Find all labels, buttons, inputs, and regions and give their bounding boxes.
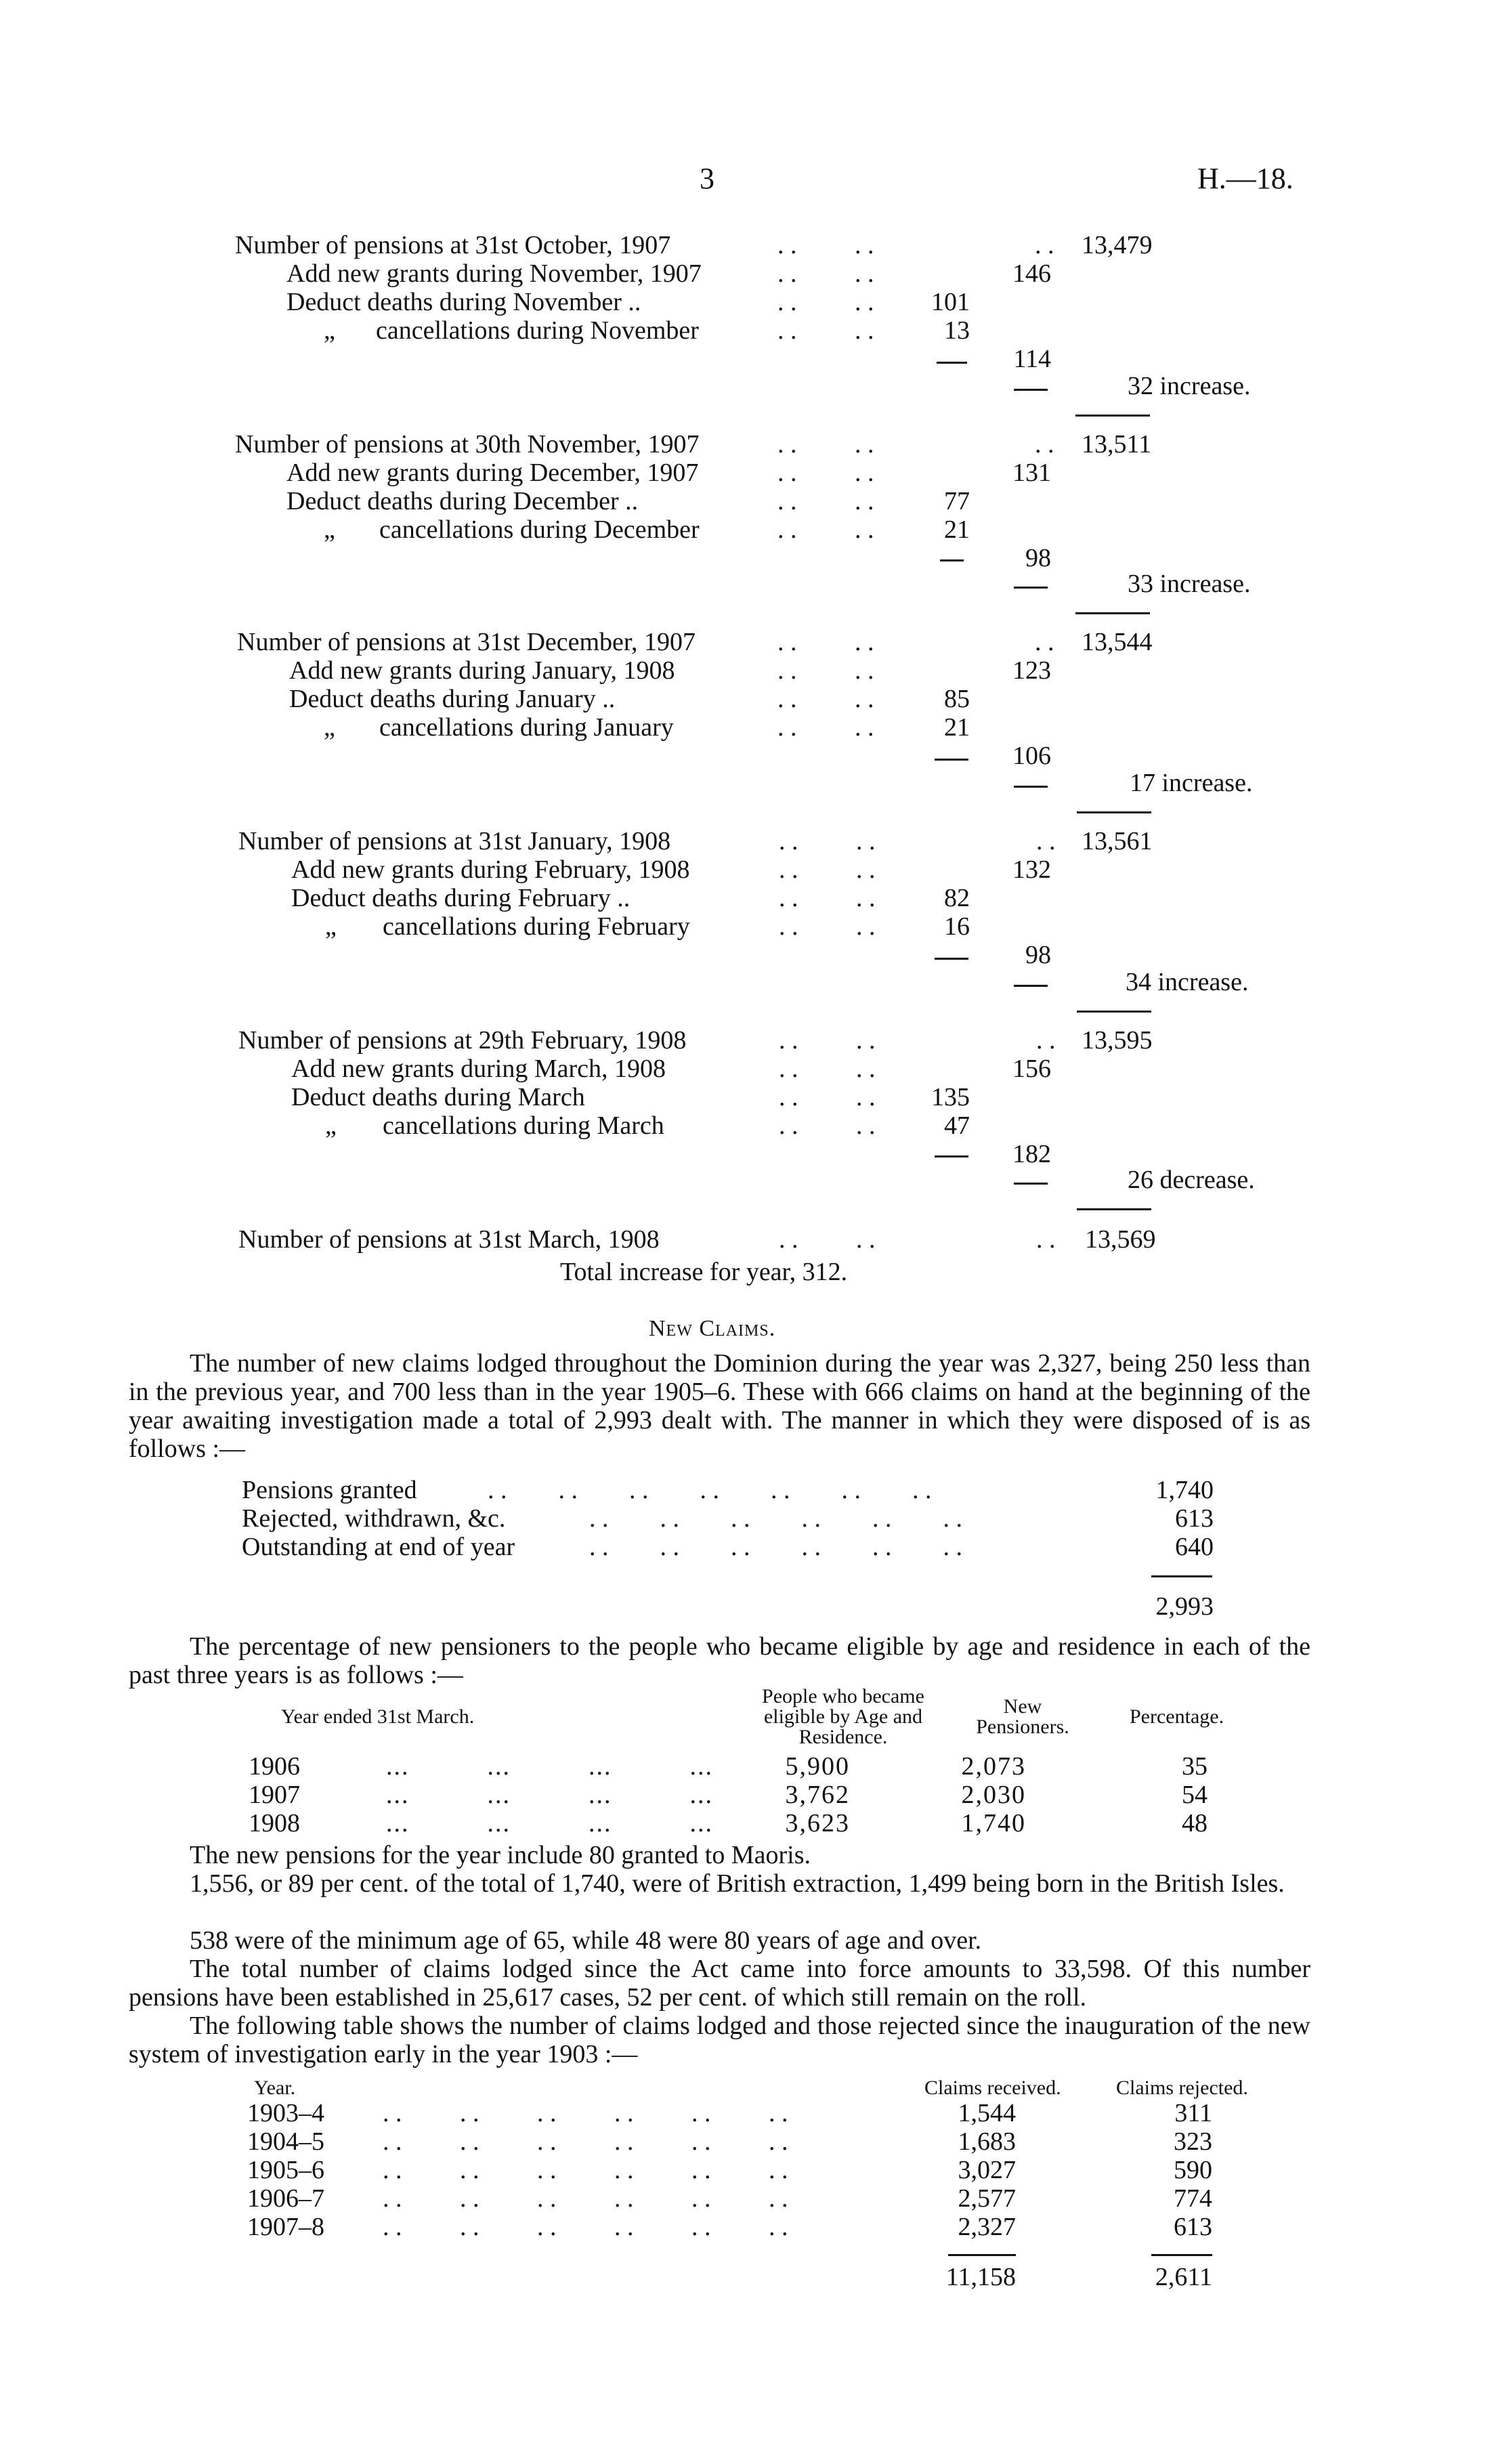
disposal-label: Rejected, withdrawn, &c. xyxy=(242,1504,506,1533)
pensions-count-label: Number of pensions at 31st December, 1907 xyxy=(237,628,696,656)
deaths-label: Deduct deaths during December .. xyxy=(286,487,639,515)
pensions-count-value: 13,595 xyxy=(1082,1026,1153,1055)
ditto-mark: „ xyxy=(324,713,335,742)
cancellations-value: 13 xyxy=(944,316,970,345)
british-note: 1,556, or 89 per cent. of the total of 1,740, were of British extraction, 1,499 being born in the British Isles. xyxy=(190,1869,1285,1898)
cancellations-label: cancellations during November xyxy=(376,316,699,345)
leader-dots: . . . . . . xyxy=(779,827,1056,855)
column-header: Claims rejected. xyxy=(1116,2077,1248,2099)
received-cell: 3,027 xyxy=(958,2156,1016,2184)
maoris-note: The new pensions for the year include 80 granted to Maoris. xyxy=(190,1841,811,1869)
disposal-label: Pensions granted xyxy=(242,1476,417,1504)
leader-dots: . . . . . . . . . . . . xyxy=(383,2184,788,2213)
rule xyxy=(1014,587,1048,589)
year-total-increase: Total increase for year, 312. xyxy=(560,1258,848,1286)
leader-dots: . . . . . . xyxy=(777,628,1054,656)
deaths-value: 82 xyxy=(944,884,970,912)
cancellations-label: cancellations during March xyxy=(383,1111,664,1140)
percentage-cell: 54 xyxy=(1182,1781,1208,1809)
rule xyxy=(1151,1575,1212,1577)
cancellations-value: 21 xyxy=(944,713,970,742)
leader-dots: . . . . xyxy=(777,316,874,345)
claims-table-intro: The following table shows the number of claims lodged and those rejected since the inauguration of the new system of investigation early in the year 1903 :— xyxy=(129,2012,1310,2068)
received-cell: 2,327 xyxy=(958,2213,1016,2241)
deaths-value: 77 xyxy=(944,487,970,515)
leader-dots: ... ... ... ... xyxy=(386,1752,713,1781)
year-cell: 1906 xyxy=(249,1752,300,1781)
disposal-value: 613 xyxy=(1175,1504,1214,1533)
leader-dots: . . . . xyxy=(779,1111,876,1140)
rule xyxy=(1077,1011,1151,1013)
pensions-count-value: 13,561 xyxy=(1082,827,1153,855)
leader-dots: . . . . . . xyxy=(779,1225,1056,1254)
new-pensioners-cell: 1,740 xyxy=(961,1809,1026,1838)
deductions-total: 182 xyxy=(1012,1140,1051,1168)
percentage-paragraph: The percentage of new pensioners to the people who became eligible by age and residence in each of the past three years is as follows :— xyxy=(129,1632,1310,1689)
received-cell: 2,577 xyxy=(958,2184,1016,2213)
deaths-label: Deduct deaths during March xyxy=(291,1083,585,1111)
rejected-cell: 613 xyxy=(1174,2213,1212,2241)
page-number: 3 xyxy=(700,162,714,195)
cancellations-value: 16 xyxy=(944,912,970,941)
rule xyxy=(935,958,968,960)
column-header: Percentage. xyxy=(1130,1705,1224,1728)
disposal-value: 1,740 xyxy=(1155,1476,1214,1504)
rule xyxy=(1075,415,1150,417)
pensions-count-value: 13,479 xyxy=(1082,231,1153,259)
rule xyxy=(937,362,967,364)
final-pensions-value: 13,569 xyxy=(1085,1225,1156,1254)
disposal-total: 2,993 xyxy=(1155,1592,1214,1621)
leader-dots: . . . . xyxy=(777,685,874,713)
rejected-total: 2,611 xyxy=(1155,2263,1212,2291)
leader-dots: . . . . xyxy=(779,855,876,884)
rejected-cell: 590 xyxy=(1174,2156,1212,2184)
net-change: 34 increase. xyxy=(1126,968,1249,996)
leader-dots: . . . . xyxy=(777,713,874,742)
grants-value: 131 xyxy=(1012,459,1051,487)
leader-dots: . . . . xyxy=(777,515,874,544)
column-header: People who became eligible by Age and Residence. xyxy=(762,1685,924,1748)
deductions-total: 98 xyxy=(1025,941,1051,969)
column-header: Claims received. xyxy=(924,2077,1061,2099)
leader-dots: . . . . . . . . . . . . xyxy=(383,2099,788,2127)
year-cell: 1905–6 xyxy=(247,2156,324,2184)
leader-dots: . . . . xyxy=(777,459,874,487)
leader-dots: . . . . xyxy=(779,1083,876,1111)
leader-dots: . . . . . . . . . . . . xyxy=(383,2127,788,2156)
rule xyxy=(1151,2254,1212,2256)
pensions-count-label: Number of pensions at 31st January, 1908 xyxy=(238,827,671,855)
rejected-cell: 311 xyxy=(1174,2099,1212,2127)
rule xyxy=(948,2254,1016,2256)
deductions-total: 114 xyxy=(1013,345,1051,373)
net-change: 33 increase. xyxy=(1128,570,1251,598)
rule xyxy=(1077,1208,1151,1210)
grants-value: 132 xyxy=(1012,855,1051,884)
ditto-mark: „ xyxy=(325,912,337,941)
eligible-cell: 3,623 xyxy=(785,1809,850,1838)
percentage-cell: 35 xyxy=(1182,1752,1208,1781)
deductions-total: 106 xyxy=(1012,742,1051,770)
grants-label: Add new grants during February, 1908 xyxy=(291,855,690,884)
deductions-total: 98 xyxy=(1025,544,1051,572)
column-header: Year ended 31st March. xyxy=(281,1705,475,1728)
rejected-cell: 323 xyxy=(1174,2127,1212,2156)
grants-value: 123 xyxy=(1012,656,1051,685)
ages-note: 538 were of the minimum age of 65, while 48 were 80 years of age and over. xyxy=(190,1926,982,1955)
leader-dots: . . . . . . xyxy=(779,1026,1056,1055)
total-claims-note: The total number of claims lodged since the Act came into force amounts to 33,598. Of this number pensions have been established in 25,617 cases, 52 per cent. of which still remain on the roll. xyxy=(129,1955,1310,2012)
rule xyxy=(935,1155,968,1157)
leader-dots: . . . . . . . . . . . . xyxy=(589,1533,962,1561)
leader-dots: . . . . . . . . . . . . xyxy=(383,2213,788,2241)
leader-dots: . . . . . . . . . . . . . . xyxy=(488,1476,932,1504)
year-cell: 1907–8 xyxy=(247,2213,324,2241)
cancellations-label: cancellations during February xyxy=(383,912,690,941)
leader-dots: ... ... ... ... xyxy=(386,1781,713,1809)
deaths-label: Deduct deaths during November .. xyxy=(286,288,641,316)
rule xyxy=(1014,985,1048,987)
grants-label: Add new grants during December, 1907 xyxy=(286,459,699,487)
cancellations-label: cancellations during December xyxy=(379,515,700,544)
pensions-count-value: 13,544 xyxy=(1082,628,1153,656)
leader-dots: ... ... ... ... xyxy=(386,1809,713,1838)
rule xyxy=(1077,811,1151,813)
rule xyxy=(935,759,968,761)
cancellations-value: 21 xyxy=(944,515,970,544)
year-cell: 1904–5 xyxy=(247,2127,324,2156)
rule xyxy=(1014,389,1048,391)
pensions-count-value: 13,511 xyxy=(1082,430,1152,459)
section-heading: New Claims. xyxy=(649,1316,776,1341)
pensions-count-label: Number of pensions at 31st October, 1907 xyxy=(235,231,671,259)
leader-dots: . . . . xyxy=(777,656,874,685)
year-cell: 1908 xyxy=(249,1809,300,1838)
cancellations-value: 47 xyxy=(944,1111,970,1140)
deaths-label: Deduct deaths during January .. xyxy=(289,685,616,713)
leader-dots: . . . . xyxy=(779,1055,876,1083)
leader-dots: . . . . . . xyxy=(777,231,1054,259)
leader-dots: . . . . xyxy=(777,259,874,288)
grants-label: Add new grants during January, 1908 xyxy=(289,656,675,685)
year-cell: 1906–7 xyxy=(247,2184,324,2213)
disposal-label: Outstanding at end of year xyxy=(242,1533,515,1561)
leader-dots: . . . . . . xyxy=(777,430,1054,459)
rule xyxy=(940,559,964,561)
received-cell: 1,544 xyxy=(958,2099,1016,2127)
deaths-value: 135 xyxy=(931,1083,970,1111)
column-header: New Pensioners. xyxy=(976,1695,1069,1738)
ditto-mark: „ xyxy=(324,515,335,544)
grants-label: Add new grants during March, 1908 xyxy=(291,1055,666,1083)
year-cell: 1907 xyxy=(249,1781,300,1809)
leader-dots: . . . . xyxy=(779,912,876,941)
new-claims-paragraph: The number of new claims lodged throughout the Dominion during the year was 2,327, being 250 less than in the previous year, and 700 less than in the year 1905–6. These with 666 claims on hand at the beginning of the year awaiting investigation made a total of 2,993 dealt with. The manner in which they were disposed of is as follows :— xyxy=(129,1349,1310,1463)
deaths-value: 101 xyxy=(931,288,970,316)
ditto-mark: „ xyxy=(325,1111,337,1140)
leader-dots: . . . . . . . . . . . . xyxy=(589,1504,962,1533)
net-change: 32 increase. xyxy=(1128,372,1251,400)
rule xyxy=(1075,612,1150,614)
grants-value: 146 xyxy=(1012,259,1051,288)
pensions-count-label: Number of pensions at 30th November, 1907 xyxy=(235,430,700,459)
new-pensioners-cell: 2,073 xyxy=(961,1752,1026,1781)
year-cell: 1903–4 xyxy=(247,2099,324,2127)
grants-value: 156 xyxy=(1012,1055,1051,1083)
eligible-cell: 3,762 xyxy=(785,1781,850,1809)
ditto-mark: „ xyxy=(324,316,335,345)
final-pensions-label: Number of pensions at 31st March, 1908 xyxy=(238,1225,660,1254)
rejected-cell: 774 xyxy=(1174,2184,1212,2213)
leader-dots: . . . . . . . . . . . . xyxy=(383,2156,788,2184)
cancellations-label: cancellations during January xyxy=(379,713,674,742)
percentage-cell: 48 xyxy=(1182,1809,1208,1838)
new-pensioners-cell: 2,030 xyxy=(961,1781,1026,1809)
disposal-value: 640 xyxy=(1175,1533,1214,1561)
deaths-value: 85 xyxy=(944,685,970,713)
deaths-label: Deduct deaths during February .. xyxy=(291,884,631,912)
leader-dots: . . . . xyxy=(777,487,874,515)
leader-dots: . . . . xyxy=(777,288,874,316)
column-header: Year. xyxy=(254,2077,296,2099)
received-total: 11,158 xyxy=(945,2263,1016,2291)
leader-dots: . . . . xyxy=(779,884,876,912)
net-change: 17 increase. xyxy=(1130,769,1253,797)
grants-label: Add new grants during November, 1907 xyxy=(286,259,702,288)
net-change: 26 decrease. xyxy=(1128,1166,1255,1194)
rule xyxy=(1014,1183,1048,1185)
pensions-count-label: Number of pensions at 29th February, 1908 xyxy=(238,1026,687,1055)
received-cell: 1,683 xyxy=(958,2127,1016,2156)
eligible-cell: 5,900 xyxy=(785,1752,850,1781)
document-reference: H.—18. xyxy=(1197,162,1294,195)
rule xyxy=(1014,786,1048,788)
